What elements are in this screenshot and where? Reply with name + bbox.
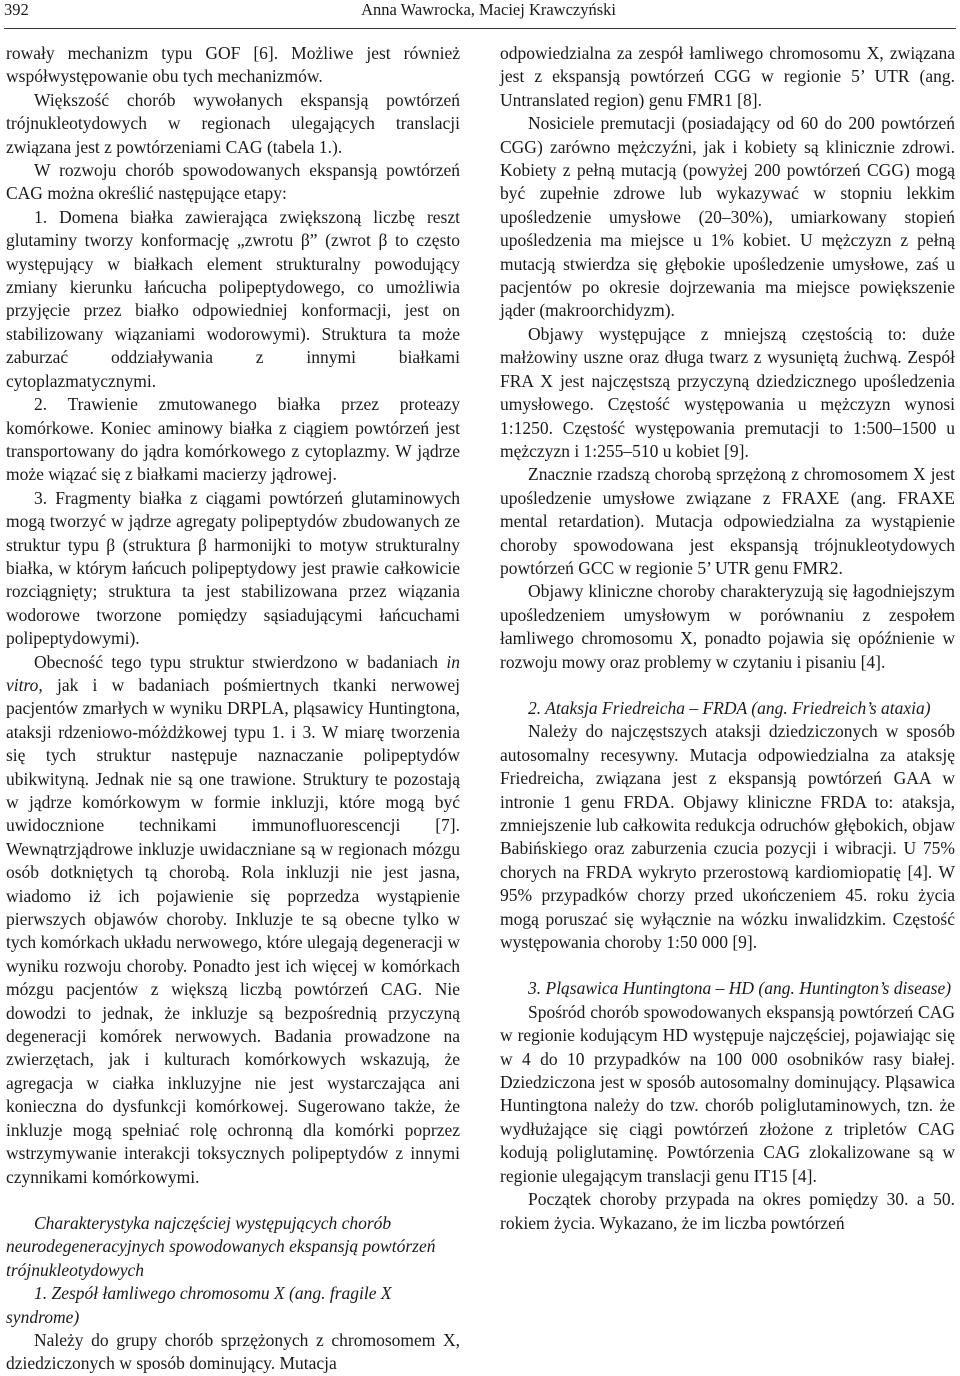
paragraph: Należy do najczęstszych ataksji dziedziczonych w sposób autosomalny recesywny. Mutacja odpowiedzialna za ataksję Friedreicha, związana jest z ekspansją powtórzeń GAA w intronie 1 genu FRDA. Objawy kliniczne FRDA to: ataksja, zmniejszenie lub całkowita redukcja odruchów głębokich, objaw Babińskiego oraz zaburzenia czucia pozycji i wibracji. U 75% chorych na FRDA wykryto przerostową kardiomiopatię [4]. W 95% przypadków chorzy przed ukończeniem 45. roku życia mogą poruszać się wyłącznie na wózku inwalidzkim. Częstość występowania choroby 1:50 000 [9]. [500,721,955,953]
paragraph: Spośród chorób spowodowanych ekspansją powtórzeń CAG w regionie kodującym HD występuje najczęściej, pojawiając się w 4 do 10 przypadków na 100 000 osobników rasy białej. Dziedziczona jest w sposób autosomalny dominujący. Pląsawica Huntingtona należy do tzw. chorób poliglutaminowych, tzn. że wydłużające się ciągi powtórzeń złożone z tripletów CAG kodują poliglutaminę. Powtórzenia CAG zlokalizowane są w regionie ulegającym translacji genu IT15 [4]. [500,1001,955,1186]
paragraph: Należy do grupy chorób sprzężonych z chromosomem X, dziedziczonych w sposób dominujący. Mutacja [6,1329,460,1374]
paragraph: rowały mechanizm typu GOF [6]. Możliwe jest również współwystępowanie obu tych mechanizmów. [6,43,460,87]
subsection-heading: 3. Pląsawica Huntingtona – HD (ang. Huntington’s disease) [528,978,952,999]
running-head-authors: Anna Wawrocka, Maciej Krawczyński [361,0,616,19]
subsection-heading: 2. Ataksja Friedreicha – FRDA (ang. Friedreich’s ataxia) [528,697,931,718]
section-heading: Charakterystyka najczęściej występujących chorób neurodegeneracyjnych spowodowanych ekspansją powtórzeń trójnukleotydowych [6,1212,436,1280]
paragraph: Objawy występujące z mniejszą częstością to: duże małżowiny uszne oraz długa twarz z wysuniętą żuchwą. Zespół FRA X jest najczęstszą przyczyną dziedzicznego upośledzenia umysłowego. Częstość występowania u mężczyzn wynosi 1:1250. Częstość występowania premutacji to 1:500–1500 u mężczyzn i 1:255–510 u kobiet [9]. [500,323,955,461]
page-number: 392 [4,0,29,19]
left-column [6,42,460,1376]
paragraph: Objawy kliniczne choroby charakteryzują się łagodniejszym upośledzeniem umysłowym w porównaniu z zespołem łamliwego chromosomu X, ponadto pojawia się opóźnienie w rozwoju mowy oraz problemy w czytaniu i pisaniu [4]. [500,581,955,672]
italic-term: in vitro, [6,651,460,695]
paragraph: 1. Domena białka zawierająca zwiększoną liczbę reszt glutaminy tworzy konformację „zwrotu β” (zwrot β to często występujący w białkach element strukturalny powodujący zmiany kierunku łańcucha polipeptydowego, co umożliwia przyjęcie przez białko odpowiedniej konformacji, jest on stabilizowany wiązaniami wodorowymi). Struktura ta może zaburzać oddziaływania z innymi białkami cytoplazmatycznymi. [6,206,460,391]
paragraph-text: jak i w badaniach pośmiertnych tkanki nerwowej pacjentów zmarłych w wyniku DRPLA, pląsawicy Huntingtona, ataksji rdzeniowo-móżdżkowej typu 1. i 3. W miarę tworzenia się tych struktur następuje naznaczanie polipeptydów ubikwityną. Jednak nie są one trawione. Struktury te pozostają w jądrze komórkowym w formie inkluzji, które mogą być uwidocznione technikami immunofluorescencji [7]. Wewnątrzjądrowe inkluzje uwidaczniane są w regionach mózgu osób dotkniętych tą chorobą. Rola inkluzji nie jest jasna, wiadomo iż ich pojawienie się poprzedza wystąpienie pierwszych objawów choroby. Inkluzje te są obecne tylko w tych komórkach układu nerwowego, które ulegają degeneracji w wyniku rozwoju choroby. Ponadto jest ich więcej w komórkach mózgu pacjentów z większą liczbą powtórzeń CAG. Nie dowodzi to jednak, że inkluzje są bezpośrednią przyczyną degeneracji komórek nerwowych. Badania prowadzone na zwierzętach, jak i kulturach komórkowych wskazują, że agregacja w ciałka inkluzyjne nie jest wystarczająca ani konieczna do dysfunkcji komórkowej. Sugerowano także, że inkluzje mogą spełniać rolę ochronną dla komórki poprzez wstrzymywanie interakcji toksycznych polipeptydów z innymi czynnikami komórkowymi. [6,674,460,1187]
paragraph: Nosiciele premutacji (posiadający od 60 do 200 powtórzeń CGG) zarówno mężczyźni, jak i kobiety są klinicznie zdrowi. Kobiety z pełną mutacją (powyżej 200 powtórzeń CGG) mogą być zupełnie zdrowe lub wykazywać w stopniu lekkim upośledzenie umysłowe (20–30%), umiarkowany stopień upośledzenia ma miejsce u 1% kobiet. U mężczyzn z pełną mutacją stwierdza się głębokie upośledzenie umysłowe, zaś u pacjentów po okresie dojrzewania ma miejsce powiększenie jąder (makroorchidyzm). [500,113,955,321]
paragraph: Znacznie rzadszą chorobą sprzężoną z chromosomem X jest upośledzenie umysłowe związane z FRAXE (ang. FRAXE mental retardation). Mutacja odpowiedzialna za wystąpienie choroby spowodowana jest ekspansją trójnukleotydowych powtórzeń GCC w regionie 5’ UTR genu FMR2. [500,464,955,578]
paragraph: 2. Trawienie zmutowanego białka przez proteazy komórkowe. Koniec aminowy białka z ciągiem powtórzeń jest transportowany do jądra komórkowego z cytoplazmy. W jądrze może wiązać się z białkami macierzy jądrowej. [6,394,460,485]
paragraph: Większość chorób wywołanych ekspansją powtórzeń trójnukleotydowych w regionach ulegających translacji związana jest z powtórzeniami CAG (tabela 1.). [6,89,460,157]
spacer [500,954,955,977]
paragraph-text: Obecność tego typu struktur stwierdzono w badaniach [34,651,447,672]
paragraph: 3. Fragmenty białka z ciągami powtórzeń glutaminowych mogą tworzyć w jądrze agregaty polipeptydów zbudowanych ze struktur typu β (struktura β harmonijki to motyw strukturalny białka, w którym łańcuch polipeptydowy jest prawie całkowicie rozciągnięty; struktura ta jest stabilizowana przez wiązania wodorowe tworzone pomiędzy sąsiadującymi łańcuchami polipeptydowymi). [6,487,460,649]
header-rule [4,28,956,29]
spacer [500,674,955,697]
right-column [500,42,955,1235]
paragraph: Początek choroby przypada na okres pomiędzy 30. a 50. rokiem życia. Wykazano, że im liczba powtórzeń [500,1189,955,1233]
paragraph: W rozwoju chorób spowodowanych ekspansją powtórzeń CAG można określić następujące etapy: [6,160,460,204]
subsection-heading: 1. Zespół łamliwego chromosomu X (ang. fragile X syndrome) [6,1283,392,1327]
page-header [4,0,956,20]
paragraph: odpowiedzialna za zespół łamliwego chromosomu X, związana jest z ekspansją powtórzeń CGG w regionie 5’ UTR (ang. Untranslated region) genu FMR1 [8]. [500,43,955,110]
paragraph [6,651,460,1189]
spacer [6,1189,460,1212]
